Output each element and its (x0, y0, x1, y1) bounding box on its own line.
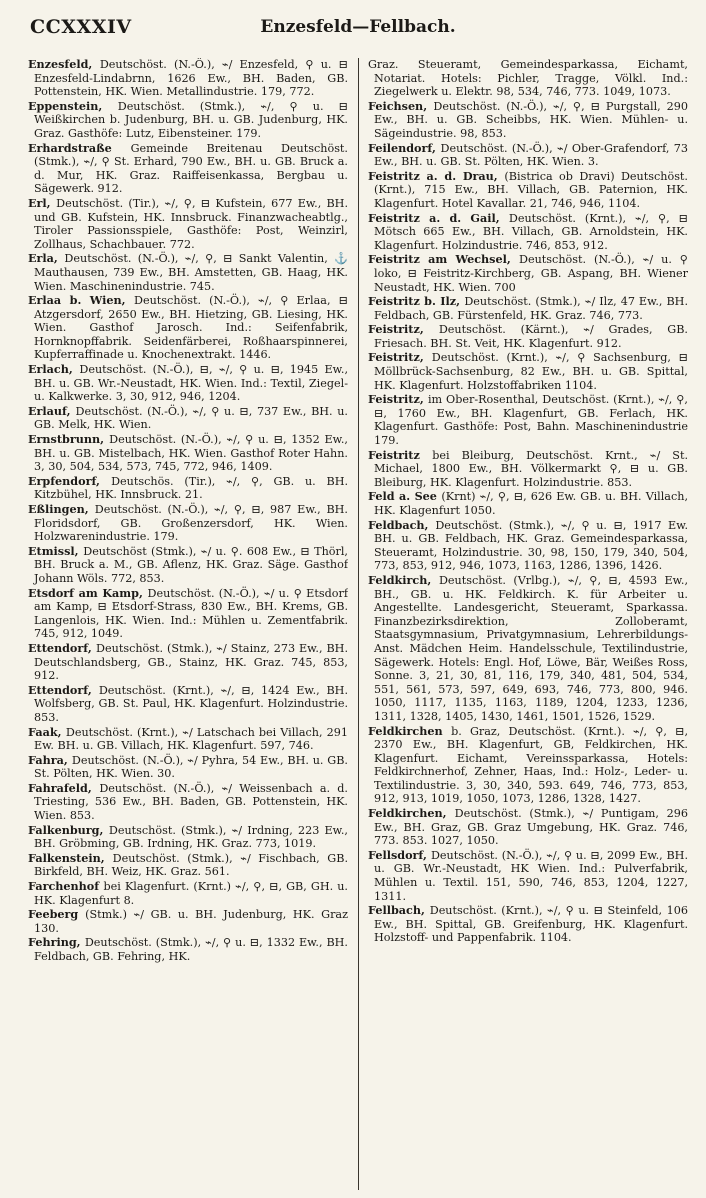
entry-place-name: Feistritz, (368, 322, 439, 337)
entry-place-name: Feistritz, (368, 350, 432, 365)
gazetteer-entry (368, 212, 688, 253)
gazetteer-entry (368, 393, 688, 447)
gazetteer-entry (28, 587, 348, 641)
entry-description: Gemeinde Breitenau Deutschöst. (Stmk.), ⌁/, ⚲ St. Erhard, 790 Ew., BH. u. GB. Bruck a. d. Mur, HK. Graz. Raiffeisenkassa, Bergbau u. Sägewerk. 912. (34, 141, 348, 196)
entry-description: Deutschöst. (Stmk.), ⌁/ Irdning, 223 Ew., BH. Gröbming, GB. Irdning, HK. Graz. 773, 1019. (34, 823, 348, 851)
gazetteer-entry (368, 295, 688, 322)
entry-description: Deutschöst. (Krnt.), ⌁/, ⚲ Sachsenburg, ⊟ Möllbrück-Sachsenburg, 82 Ew., BH. u. GB. Spittal, HK. Klagenfurt. Holzstoffabriken 1104. (374, 351, 688, 392)
entry-place-name: Faak, (28, 724, 66, 739)
gazetteer-entry (368, 351, 688, 392)
right-column (368, 58, 688, 1190)
page-number: CCXXXIV (30, 16, 132, 38)
entry-description: Deutschöst. (N.-Ö.), ⌁/ Weissenbach a. d. Triesting, 536 Ew., BH. Baden, GB. Pottenstein, HK. Wien. 853. (34, 781, 348, 823)
gazetteer-entry (28, 545, 348, 586)
entry-description: Deutschöst. (N.-Ö.), ⌁/ Pyhra, 54 Ew., BH. u. GB. St. Pölten, HK. Wien. 30. (34, 753, 348, 781)
gazetteer-entry (368, 574, 688, 724)
gazetteer-entry (368, 519, 688, 573)
entry-description: Deutschöst. (Stmk.), ⌁/ Ilz, 47 Ew., BH. Feldbach, GB. Fürstenfeld, HK. Graz. 746, 773. (374, 295, 688, 322)
entry-description: Deutschöst. (N.-Ö.), ⌁/, ⚲ u. ⊟, 2099 Ew., BH. u. GB. Wr.-Neustadt, HK Wien. Ind.: Pulverfabrik, Mühlen u. Textil. 151, 590, 746, 853, 1204, 1227, 1311. (374, 848, 688, 903)
entry-place-name: Feldkirchen, (368, 806, 455, 821)
entry-place-name: Erlaa b. Wien, (28, 293, 135, 308)
directory-columns (28, 58, 688, 1190)
gazetteer-entry (28, 936, 348, 963)
entry-place-name: Feistritz am Wechsel, (368, 252, 520, 267)
entry-place-name: Feichsen, (368, 98, 434, 113)
entry-description: b. Graz, Deutschöst. (Krnt.). ⌁/, ⚲, ⊟, 2370 Ew., BH. Klagenfurt, GB, Feldkirchen, HK. Klagenfurt. Eichamt, Vereinssparkassa, Hotels: Feldkirchnerhof, Zehner, Haas, Ind.: Holz-, Leder- u. Textilindustrie. 3, 30, 340, 593. 649, 746, 773, 853, 912, 913, 1019, 1050, 1073, 1286, 1328, 1427. (374, 724, 688, 806)
entry-description: (Krnt) ⌁/, ⚲, ⊟, 626 Ew. GB. u. BH. Villach, HK. Klagenfurt 1050. (374, 490, 688, 517)
entry-description: Deutschöst. (Krnt.), ⌁/, ⊟, 1424 Ew., BH. Wolfsberg, GB. St. Paul, HK. Klagenfurt. Holzindustrie. 853. (34, 683, 348, 724)
gazetteer-entry (28, 100, 348, 141)
entry-place-name: Feistritz a. d. Drau, (368, 168, 505, 183)
entry-place-name: Feistritz a. d. Gail, (368, 210, 509, 225)
gazetteer-entry (28, 503, 348, 544)
entry-place-name: Ettendorf, (28, 682, 99, 697)
entry-place-name: Erlauf, (28, 403, 76, 418)
entry-description: Deutschös. (Tir.), ⌁/, ⚲, GB. u. BH. Kitzbühel, HK. Innsbruck. 21. (34, 474, 348, 502)
entry-place-name: Feldbach, (368, 517, 436, 532)
entry-description: Deutschöst. (Stmk.), ⌁/ Fischbach, GB. Birkfeld, BH. Weiz, HK. Graz. 561. (34, 851, 348, 879)
entry-description: Deutschöst. (Stmk.), ⌁/, ⚲ u. ⊟ Weißkirchen b. Judenburg, BH. u. GB. Judenburg, HK. Graz. Gasthöfe: Lutz, Eibensteiner. 179. (34, 99, 348, 140)
left-column (28, 58, 348, 1190)
entry-place-name: Feilendorf, (368, 140, 441, 155)
entry-place-name: Fahrafeld, (28, 780, 100, 795)
page-header (28, 12, 688, 40)
entry-description: Deutschöst. (Stmk.), ⌁/, ⚲ u. ⊟, 1332 Ew., BH. Feldbach, GB. Fehring, HK. (34, 936, 348, 963)
entry-description: Deutschöst. (Krnt.), ⌁/, ⚲ u. ⊟ Steinfeld, 106 Ew., BH. Spittal, GB. Greifenburg, HK. Klagenfurt. Holzstoff- und Pappenfabrik. 1104. (374, 904, 688, 945)
entry-description: Deutschöst. (N.-Ö.), ⌁/, ⚲ u. ⊟, 737 Ew., BH. u. GB. Melk, HK. Wien. (34, 404, 348, 432)
entry-place-name: Feld a. See (368, 489, 442, 504)
gazetteer-entry (28, 405, 348, 432)
entry-place-name: Erla, (28, 251, 65, 266)
entry-description: Deutschöst. (N.-Ö.), ⌁/, ⚲, ⊟ Purgstall, 290 Ew., BH. u. GB. Scheibbs, HK. Wien. Mühlen- u. Sägeindustrie. 98, 853. (374, 99, 688, 140)
entry-description: (Stmk.) ⌁/ GB. u. BH. Judenburg, HK. Graz 130. (34, 908, 348, 935)
gazetteer-entry (368, 904, 688, 945)
entry-description: Deutschöst. (N.-Ö.), ⌁/, ⚲, ⊟, 987 Ew., BH. Floridsdorf, GB. Großenzersdorf, HK. Wien. Holzwarenindustrie. 179. (34, 503, 348, 544)
entry-description: Deutschöst. (N.-Ö.), ⌁/ u. ⚲ Etsdorf am Kamp, ⊟ Etsdorf-Strass, 830 Ew., BH. Krems, GB. Langenlois, HK. Wien. Ind.: Mühlen u. Zementfabrik. 745, 912, 1049. (34, 586, 348, 641)
gazetteer-entry (28, 852, 348, 879)
entry-description: Deutschöst. (N.-Ö.), ⌁/ Ober-Grafendorf, 73 Ew., BH. u. GB. St. Pölten, HK. Wien. 3. (374, 141, 688, 169)
gazetteer-entry (368, 807, 688, 848)
entry-description: Deutschöst. (Stmk.), ⌁/ Puntigam, 296 Ew., BH. Graz, GB. Graz Umgebung, HK. Graz. 746, 773. 853. 1027, 1050. (374, 807, 688, 848)
entry-description: (Bistrica ob Dravi) Deutschöst. (Krnt.), 715 Ew., BH. Villach, GB. Paternion, HK. Klagenfurt. Hotel Kavallar. 21, 746, 946, 1104. (374, 169, 688, 210)
gazetteer-entry (28, 475, 348, 502)
gazetteer-entry (28, 726, 348, 753)
entry-place-name: Feeberg (28, 907, 86, 922)
gazetteer-entry (28, 754, 348, 781)
entry-description: Deutschöst. (N.-Ö.), ⌁/ Enzesfeld, ⚲ u. ⊟ Enzesfeld-Lindabrnn, 1626 Ew., BH. Baden, GB. Pottenstein, HK. Wien. Metallindustrie. 179, 772. (34, 58, 348, 99)
gazetteer-entry (28, 880, 348, 907)
entry-place-name: Etsdorf am Kamp, (28, 585, 148, 600)
gazetteer-entry (368, 100, 688, 141)
entry-description: Deutschöst. (Stmk.), ⌁/ Stainz, 273 Ew., BH. Deutschlandsberg, GB., Stainz, HK. Graz. 745, 853, 912. (34, 641, 348, 683)
gazetteer-entry (28, 363, 348, 404)
entry-description: Deutschöst. (N.-Ö.), ⌁/ u. ⚲ loko, ⊟ Feistritz-Kirchberg, GB. Aspang, BH. Wiener Neustadt, HK. Wien. 700 (374, 253, 688, 294)
entry-place-name: Etmissl, (28, 543, 84, 558)
entry-description: Deutschöst. (N.-Ö.), ⊟, ⌁/, ⚲ u. ⊟, 1945 Ew., BH. u. GB. Wr.-Neustadt, HK. Wien. Ind.: Textil, Ziegel- u. Kalkwerke. 3, 30, 912, 946, 1204. (34, 363, 348, 404)
gazetteer-entry (368, 449, 688, 490)
entry-description: bei Bleiburg, Deutschöst. Krnt., ⌁/ St. Michael, 1800 Ew., BH. Völkermarkt ⚲, ⊟ u. GB. Bleiburg, HK. Klagenfurt. Holzindustrie. 853. (374, 448, 688, 489)
gazetteer-entry (368, 58, 688, 99)
entry-place-name: Enzesfeld, (28, 58, 100, 71)
entry-description: Deutschöst. (N.-Ö.), ⌁/, ⚲, ⊟ Sankt Valentin, ⚓ Mauthausen, 739 Ew., BH. Amstetten, GB. Haag, HK. Wien. Maschinenindustrie. 745. (34, 252, 348, 293)
gazetteer-entry (28, 908, 348, 935)
entry-place-name: Feistritz b. Ilz, (368, 294, 465, 309)
gazetteer-entry (368, 725, 688, 807)
entry-place-name: Erpfendorf, (28, 473, 112, 488)
entry-description: Deutschöst. (N.-Ö.), ⌁/, ⚲ Erlaa, ⊟ Atzgersdorf, 2650 Ew., BH. Hietzing, GB. Liesing, HK. Wien. Gasthof Jarosch. Ind.: Seifenfabrik, Hornknopffabrik. Seidenfärberei, Roßhaarspinnerei, Kupferraffinade u. Knochenextrakt. 1446. (34, 294, 348, 362)
entry-place-name: Farchenhof (28, 879, 104, 894)
entry-description: Deutschöst. (Krnt.), ⌁/ Latschach bei Villach, 291 Ew. BH. u. GB. Villach, HK. Klagenfurt. 597, 746. (34, 725, 348, 753)
entry-place-name: Fehring, (28, 935, 85, 950)
entry-description: Deutschöst. (Krnt.), ⌁/, ⚲, ⊟ Mötsch 665 Ew., BH. Villach, GB. Arnoldstein, HK. Klagenfurt. Holzindustrie. 746, 853, 912. (374, 211, 688, 252)
entry-place-name: Falkenstein, (28, 850, 113, 865)
gazetteer-entry (368, 142, 688, 169)
gazetteer-entry (28, 824, 348, 851)
gazetteer-entry (28, 782, 348, 823)
entry-place-name: Fellbach, (368, 903, 430, 918)
gazetteer-entry (28, 642, 348, 683)
gazetteer-entry (368, 170, 688, 211)
entry-description: Deutschöst. (N.-Ö.), ⌁/, ⚲ u. ⊟, 1352 Ew., BH. u. GB. Mistelbach, HK. Wien. Gasthof Roter Hahn. 3, 30, 504, 534, 573, 745, 772, 946, 1409. (34, 433, 348, 474)
entry-place-name: Eppenstein, (28, 98, 118, 113)
entry-description: Deutschöst. (Tir.), ⌁/, ⚲, ⊟ Kufstein, 677 Ew., BH. und GB. Kufstein, HK. Innsbruck. Finanzwacheabtlg., Tiroler Passionsspiele, Gasthöfe: Post, Weinzirl, Zollhaus, Schachbauer. 772. (34, 196, 348, 251)
gazetteer-entry (368, 490, 688, 517)
running-head: Enzesfeld—Fellbach. (260, 17, 456, 37)
entry-place-name: Fahra, (28, 752, 72, 767)
entry-place-name: Falkenburg, (28, 822, 109, 837)
entry-place-name: Eßlingen, (28, 502, 95, 516)
entry-description: Deutschöst. (Kärnt.), ⌁/ Grades, GB. Friesach. BH. St. Veit, HK. Klagenfurt. 912. (374, 323, 688, 350)
gazetteer-entry (28, 58, 348, 99)
entry-place-name: Erhardstraße (28, 140, 131, 155)
gazetteer-entry (28, 294, 348, 362)
gazetteer-entry (28, 142, 348, 196)
entry-description: bei Klagenfurt. (Krnt.) ⌁/, ⚲, ⊟, GB, GH. u. HK. Klagenfurt 8. (34, 880, 348, 907)
entry-description: Deutschöst (Stmk.), ⌁/ u. ⚲. 608 Ew., ⊟ Thörl, BH. Bruck a. M., GB. Aflenz, HK. Graz. Säge. Gasthof Johann Wöls. 772, 853. (34, 544, 348, 585)
entry-description: im Ober-Rosenthal, Deutschöst. (Krnt.), ⌁/, ⚲, ⊟, 1760 Ew., BH. Klagenfurt, GB. Ferlach, HK. Klagenfurt. Gasthöfe: Post, Bahn. Maschinenindustrie 179. (374, 393, 688, 448)
entry-place-name: Feistritz (368, 447, 433, 462)
entry-place-name: Erl, (28, 195, 57, 210)
entry-place-name: Ernstbrunn, (28, 432, 110, 447)
gazetteer-entry (368, 849, 688, 903)
column-divider (358, 58, 359, 1190)
entry-place-name: Feldkirch, (368, 572, 439, 587)
entry-description: Deutschöst. (Stmk.), ⌁/, ⚲ u. ⊟, 1917 Ew. BH. u. GB. Feldbach, HK. Graz. Gemeindesparkassa, Steueramt, Holzindustrie. 30, 98, 150, 179, 340, 504, 773, 853, 912, 946, 1073, 1163, 1286, 1396, 1426. (374, 518, 688, 573)
entry-description: Graz. Steueramt, Gemeindesparkassa, Eichamt, Notariat. Hotels: Pichler, Tragge, Völkl. Ind.: Ziegelwerk u. Elektr. 98, 534, 746, 773. 1049, 1073. (368, 58, 688, 99)
entry-place-name: Feldkirchen (368, 723, 452, 738)
gazetteer-entry (28, 684, 348, 725)
gazetteer-entry (28, 252, 348, 293)
gazetteer-entry (368, 253, 688, 294)
entry-description: Deutschöst. (Vrlbg.), ⌁/, ⚲, ⊟, 4593 Ew., BH., GB. u. HK. Feldkirch. K. für Arbeiter u. Angestellte. Landesgericht, Steueramt, Sparkassa. Finanzbezirksdirektion, Zolloberamt, Staatsgymnasium, Privatgymnasium, Lehrerbildungs-Anst. Mädchen Heim. Handelsschule, Textilindustrie, Sägewerk. Hotels: Engl. Hof, Löwe, Bär, Weißes Ross, Sonne. 3, 21, 30, 81, 116, 179, 340, 481, 504, 534, 551, 561, 573, 597, 649, 693, 746, 773, 800, 946. 1050, 1117, 1135, 1163, 1189, 1204, 1233, 1236, 1311, 1328, 1405, 1430, 1461, 1501, 1526, 1529. (374, 573, 688, 723)
gazetteer-entry (28, 433, 348, 474)
entry-place-name: Ettendorf, (28, 640, 97, 655)
entry-place-name: Erlach, (28, 362, 80, 377)
gazetteer-entry (28, 197, 348, 251)
entry-place-name: Fellsdorf, (368, 847, 431, 862)
entry-place-name: Feistritz, (368, 392, 428, 407)
gazetteer-entry (368, 323, 688, 350)
